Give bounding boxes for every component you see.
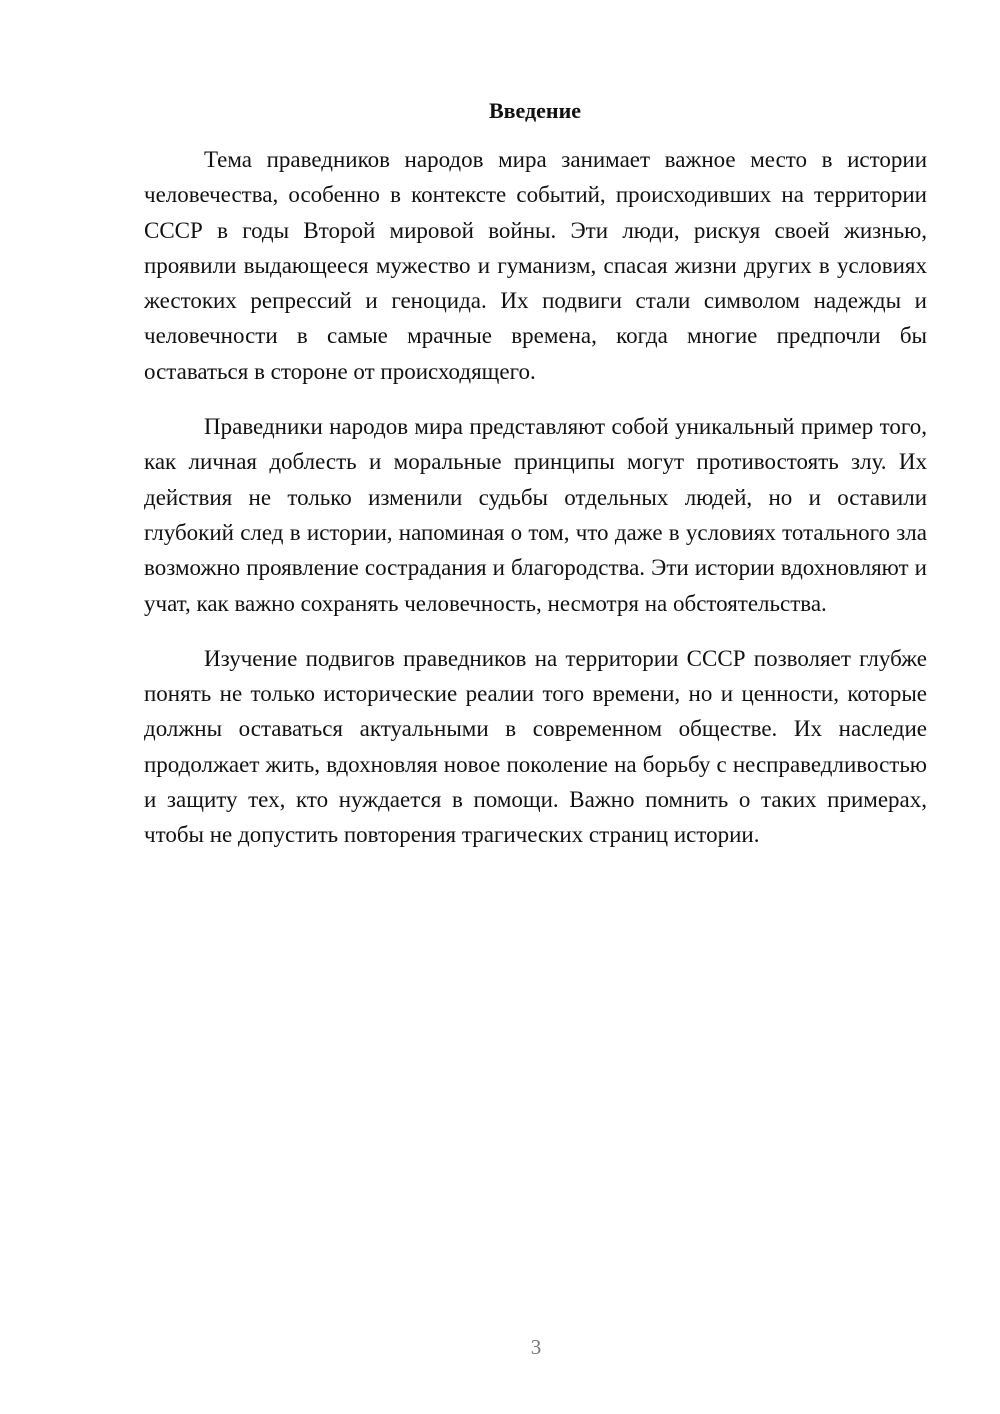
section-title: Введение <box>488 98 582 123</box>
paragraph-3: Изучение подвигов праведников на территории СССР позволяет глубже понять не только исторические реалии того времени, но и ценности, которые должны оставаться актуальными в современном обществе. Их наследие продолжает жить, вдохновляя новое поколение на борьбу с несправедливостью и защиту тех, кто нуждается в помощи. Важно помнить о таких примерах, чтобы не допустить повторения трагических страниц истории. <box>144 645 927 848</box>
page-number: 3 <box>530 1335 542 1359</box>
paragraph-1: Тема праведников народов мира занимает важное место в истории человечества, особенно в контексте событий, происходивших на территории СССР в годы Второй мировой войны. Эти люди, рискуя своей жизнью, проявили выдающееся мужество и гуманизм, спасая жизни других в условиях жестоких репрессий и геноцида. Их подвиги стали символом надежды и человечности в самые мрачные времена, когда многие предпочли бы оставаться в стороне от происходящего. <box>144 147 927 384</box>
body-text <box>144 142 927 873</box>
paragraph-2: Праведники народов мира представляют собой уникальный пример того, как личная доблесть и моральные принципы могут противостоять злу. Их действия не только изменили судьбы отдельных людей, но и оставили глубокий след в истории, напоминая о том, что даже в условиях тотального зла возможно проявление сострадания и благородства. Эти истории вдохновляют и учат, как важно сохранять человечность, несмотря на обстоятельства. <box>144 414 927 616</box>
